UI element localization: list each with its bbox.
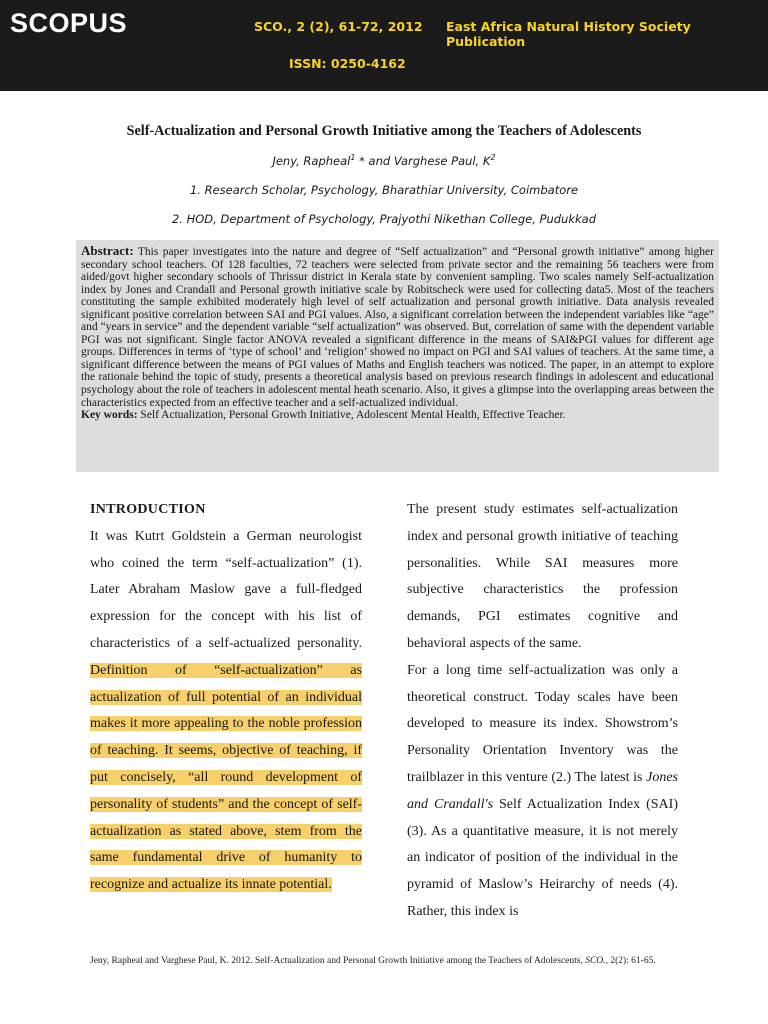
publisher-name: East Africa Natural History Society Publication [446,19,691,49]
right-paragraph-2-text-b: Self Actualization Index (SAI) (3). As a quantitative measure, it is not merely an indicator of position of the individual in the pyramid of Maslow’s Heirarchy of needs (4). Rather, this index is [407,796,678,919]
paper-title: Self-Actualization and Personal Growth Initiative among the Teachers of Adolescents [126,123,642,139]
affiliation-1: 1. Research Scholar, Psychology, Bharathiar University, Coimbatore [189,183,579,197]
footnote-journal: SCO. [585,956,606,966]
citation-footnote [90,955,678,967]
journal-header [0,0,768,91]
author-1-affil-mark: 1 [350,153,356,162]
author-2-affil-mark: 2 [490,153,496,162]
abstract-label: Abstract: [81,243,134,258]
intro-paragraph [90,524,362,899]
abstract-text: This paper investigates into the nature and degree of “Self actualization” and “Personal growth initiative” among higher secondary school teachers. Of 128 faculties, 72 teachers were selected from private sector and the remaining 56 teachers were from aided/govt higher secondary schools of Thrissur district in Kerala state by convenient sampling. Two scales namely Self-actualization index by Jones and Crandall and Personal growth initiative scale by Robitscheck were used for collecting data5. Most of the teachers constituting the sample exhibited moderately high level of self actualization and personal growth initiative. Data analysis revealed significant positive correlation between SAI and PGI values. Also, a significant correlation between the independent variables like “age” and “years in service” and the dependent variable “self actualization” was observed. But, correlation of same with the dependent variable PGI was not significant. Single factor ANOVA revealed a significant difference in the means of SAI&PGI values for different age groups. Differences in terms of ‘type of school’ and ‘religion’ showed no impact on PGI and SAI values of teachers. At the same time, a significant difference between the means of PGI values of Maths and English teachers was noticed. The paper, in an attempt to explore the rationale behind the topic of study, presents a theoretical analysis based on previous research findings in adolescent and educational psychology about the role of teachers in adolescent mental heath scenario. Also, it gives a glimpse into the overlapping areas between the characteristics expected from an effective teacher and a self-actualized individual. [81,246,714,409]
author-2: * and Varghese Paul, K [355,153,491,168]
right-column [407,497,678,926]
right-paragraph-2 [407,658,678,926]
right-paragraph-1: The present study estimates self-actualization index and personal growth initiative of teaching personalities. While SAI measures more subjective characteristics the profession demands, PGI estimates cognitive and behavioral aspects of the same. [407,502,678,651]
abstract-paragraph [81,245,714,409]
logo-text: SCOPUS [10,8,128,38]
authors-line [0,153,768,168]
intro-text: It was Kutrt Goldstein a German neurologist who coined the term “self-actualization” (1). Later Abraham Maslow gave a full-fledged expression for the concept with his list of characteristics of a self-actualized personality. [90,528,362,651]
keywords-label: Key words: [81,409,138,422]
journal-citation: SCO., 2 (2), 61-72, 2012 [254,19,423,34]
right-paragraph-2-italic: Jones and Crandall's [407,769,678,812]
footnote-text-a: Jeny, Rapheal and Varghese Paul, K. 2012. Self-Actualization and Personal Growth Initiative among the Teachers of Adolescents, [90,956,586,966]
abstract-box [76,240,719,472]
highlighted-text: Definition of “self-actualization” as actualization of full potential of an individual makes it more appealing to the noble profession of teaching. It seems, objective of teaching, if put concisely, “all round development of personality of students” and the concept of self-actualization as stated above, stem from the same fundamental drive of humanity to recognize and actualize its innate potential. [90,662,362,893]
right-paragraph-2-text-a: For a long time self-actualization was only a theoretical construct. Today scales have been developed to measure its index. Showstrom’s Personality Orientation Inventory was the trailblazer in this venture (2.) The latest is [407,662,678,785]
scopus-logo [10,8,127,39]
affiliation-2: 2. HOD, Department of Psychology, Prajyothi Nikethan College, Pudukkad [171,212,597,226]
author-1: Jeny, Rapheal [272,153,351,168]
keywords-text: Self Actualization, Personal Growth Initiative, Adolescent Mental Health, Effective Teacher. [137,409,566,422]
keywords-paragraph [81,409,714,422]
left-column [90,497,362,899]
introduction-heading: INTRODUCTION [90,502,206,517]
footnote-text-b: , 2(2): 61-65. [605,956,656,966]
issn: ISSN: 0250-4162 [289,56,406,71]
